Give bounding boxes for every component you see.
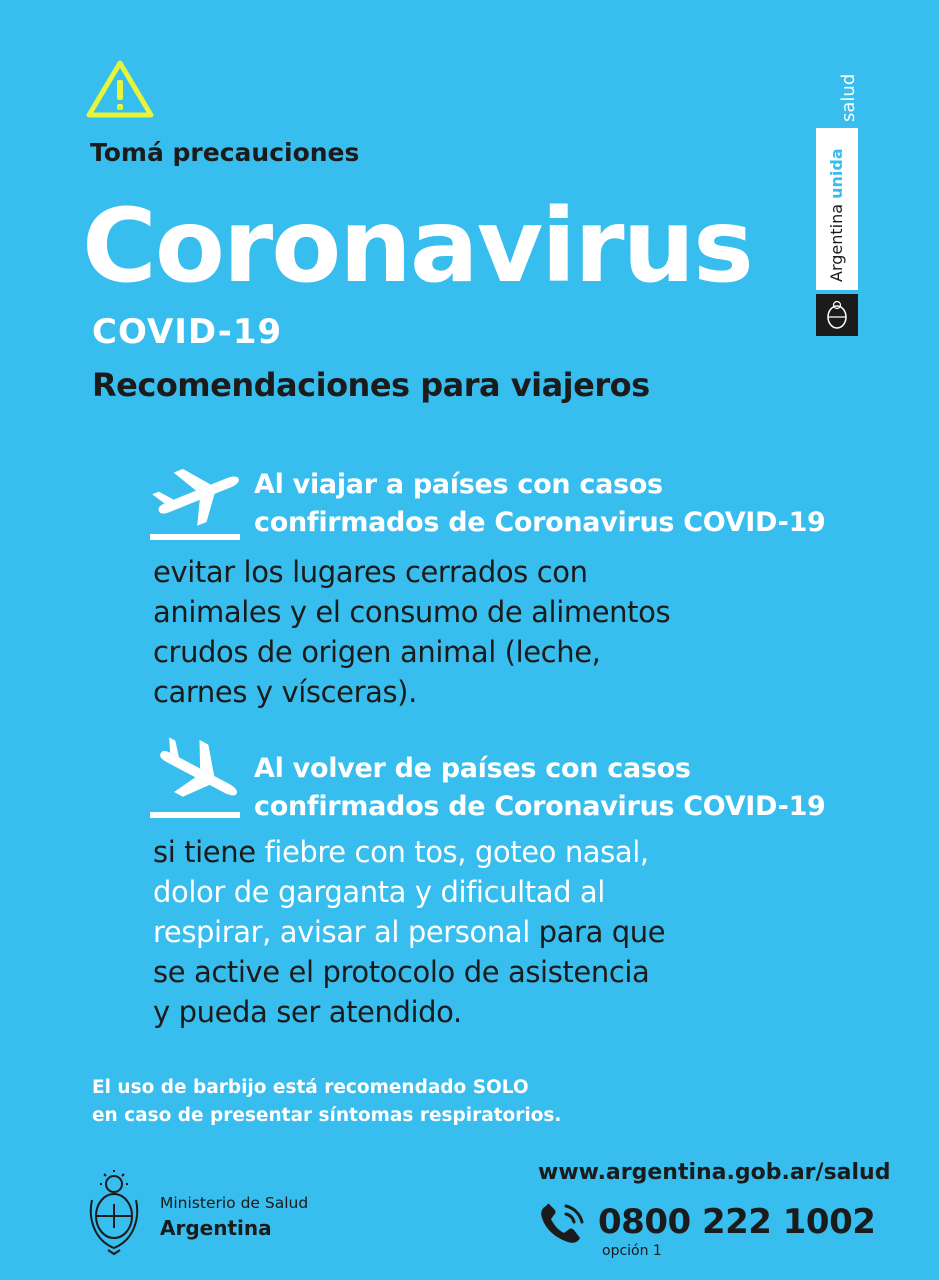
warning-triangle-icon (84, 58, 156, 120)
page-subtitle: COVID-19 (92, 312, 283, 352)
brand-emblem (816, 294, 858, 336)
ministry-name: Ministerio de Salud (160, 1194, 309, 1212)
airplane-arrival-icon (148, 732, 244, 822)
arrive-body: si tiene fiebre con tos, goteo nasal, dolor de garganta y dificultad al respirar, avisar al personal para que se active el protocolo de asistencia y pueda ser atendido. (153, 835, 666, 1029)
precautions-label: Tomá precauciones (90, 138, 360, 167)
section-heading: Recomendaciones para viajeros (92, 366, 650, 404)
ministry-country: Argentina (160, 1216, 272, 1240)
ministry-emblem-icon (86, 1170, 142, 1256)
phone-number[interactable]: 0800 222 1002 (598, 1202, 876, 1242)
airplane-departure-icon (148, 462, 244, 542)
brand-salud-label: salud (838, 73, 859, 122)
depart-body: evitar los lugares cerrados con animales y el consumo de alimentos crudos de origen animal (leche, carnes y vísceras). (153, 555, 671, 709)
phone-icon (536, 1200, 588, 1246)
website-link[interactable]: www.argentina.gob.ar/salud (538, 1160, 891, 1185)
arrive-heading: Al volver de países con casos confirmados de Coronavirus COVID-19 (254, 753, 826, 822)
brand-argentina-unida: Argentina unida (827, 148, 846, 282)
page-title: Coronavirus (82, 187, 752, 306)
phone-option: opción 1 (602, 1243, 662, 1259)
national-emblem-icon (816, 294, 858, 336)
depart-heading: Al viajar a países con casos confirmados de Coronavirus COVID-19 (254, 469, 826, 538)
mask-footnote: El uso de barbijo está recomendado SOLO en caso de presentar síntomas respiratorios. (92, 1077, 562, 1126)
